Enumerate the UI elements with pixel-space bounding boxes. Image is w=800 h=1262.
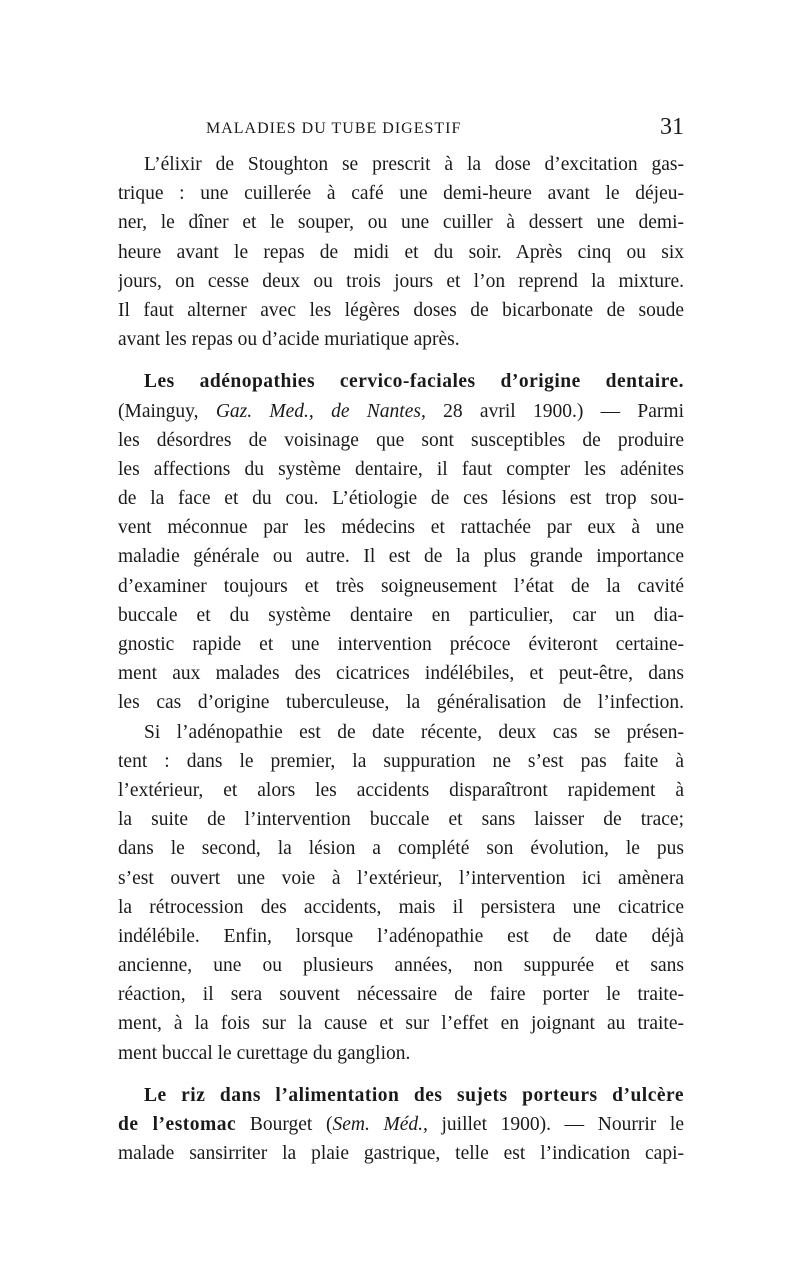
text-line: la rétrocession des accidents, mais il persistera une cicatrice — [118, 896, 684, 918]
text-line: les affections du système dentaire, il faut compter les adénites — [118, 458, 684, 480]
page-header — [118, 114, 684, 142]
text-line: jours, on cesse deux ou trois jours et l’on reprend la mixture. — [118, 270, 684, 292]
text-line: ment, à la fois sur la cause et sur l’effet en joignant au traite- — [118, 1013, 684, 1035]
paragraph-gap — [118, 354, 684, 367]
text-line: de la face et du cou. L’étiologie de ces lésions est trop sou- — [118, 488, 684, 510]
text-line: ancienne, une ou plusieurs années, non suppurée et sans — [118, 955, 684, 977]
reference-date: juillet 1900). — Nourrir le — [427, 1114, 684, 1135]
text-line: d’examiner toujours et très soigneusement l’état de la cavité — [118, 575, 684, 597]
paragraph-recent-adenopathy — [118, 718, 684, 1068]
reference-author: (Mainguy, — [118, 400, 216, 422]
text-line: dans le second, la lésion a complété son évolution, le pus — [118, 838, 684, 860]
paragraph-gap — [118, 1068, 684, 1081]
paragraph-rice-diet — [118, 1081, 684, 1169]
text-line: gnostic rapide et une intervention précoce éviteront certaine- — [118, 634, 684, 655]
text-line: avant les repas ou d’acide muriatique après. — [118, 329, 460, 351]
text-line: Il faut alterner avec les légères doses de bicarbonate de soude — [118, 299, 684, 321]
reference-journal: Sem. Méd., — [332, 1114, 428, 1135]
text-line — [118, 1110, 684, 1139]
reference-date: 28 avril 1900.) — Parmi — [425, 400, 684, 422]
text-line: réaction, il sera souvent nécessaire de faire porter le traite- — [118, 984, 684, 1006]
running-head: MALADIES DU TUBE DIGESTIF — [206, 120, 462, 137]
reference-author: Bourget ( — [236, 1114, 333, 1135]
page-number: 31 — [660, 114, 684, 140]
text-line: Si l’adénopathie est de date récente, deux cas se présen- — [144, 721, 684, 743]
text-line: ment buccal le curettage du ganglion. — [118, 1042, 411, 1064]
paragraph-stoughton-elixir — [118, 150, 684, 354]
article-title-continued: de l’estomac — [118, 1114, 237, 1135]
text-line — [118, 397, 684, 426]
article-title: Le riz dans l’alimentation des sujets porteurs d’ulcère — [144, 1084, 684, 1106]
text-line: tent : dans le premier, la suppuration ne s’est pas faite à — [118, 750, 684, 772]
text-line: ner, le dîner et le souper, ou une cuiller à dessert une demi- — [118, 212, 684, 234]
text-line: heure avant le repas de midi et du soir. Après cinq ou six — [118, 241, 684, 263]
text-line: s’est ouvert une voie à l’extérieur, l’intervention ici amènera — [118, 867, 684, 889]
text-line: ment aux malades des cicatrices indélébiles, et peut-être, dans — [118, 663, 684, 685]
text-line: buccale et du système dentaire en particulier, car un dia- — [118, 604, 684, 626]
paragraph-adenopathies — [118, 367, 684, 717]
text-line: indélébile. Enfin, lorsque l’adénopathie est de date déjà — [118, 925, 684, 947]
text-line: les cas d’origine tuberculeuse, la généralisation de l’infection. — [118, 692, 684, 714]
text-line: vent méconnue par les médecins et rattachée par eux à une — [118, 517, 684, 539]
text-line: l’extérieur, et alors les accidents disparaîtront rapidement à — [118, 779, 684, 801]
text-line: les désordres de voisinage que sont susceptibles de produire — [118, 429, 684, 451]
text-line: la suite de l’intervention buccale et sans laisser de trace; — [118, 809, 684, 831]
body-text — [118, 150, 684, 1168]
reference-journal: Gaz. Med., de Nantes, — [215, 400, 426, 422]
text-line: malade sansirriter la plaie gastrique, telle est l’indication capi- — [118, 1143, 684, 1165]
text-line: maladie générale ou autre. Il est de la plus grande importance — [118, 546, 684, 568]
text-line: L’élixir de Stoughton se prescrit à la dose d’excitation gas- — [144, 154, 684, 175]
text-line: trique : une cuillerée à café une demi-heure avant le déjeu- — [118, 183, 684, 205]
article-title: Les adénopathies cervico-faciales d’origine dentaire. — [144, 371, 684, 393]
